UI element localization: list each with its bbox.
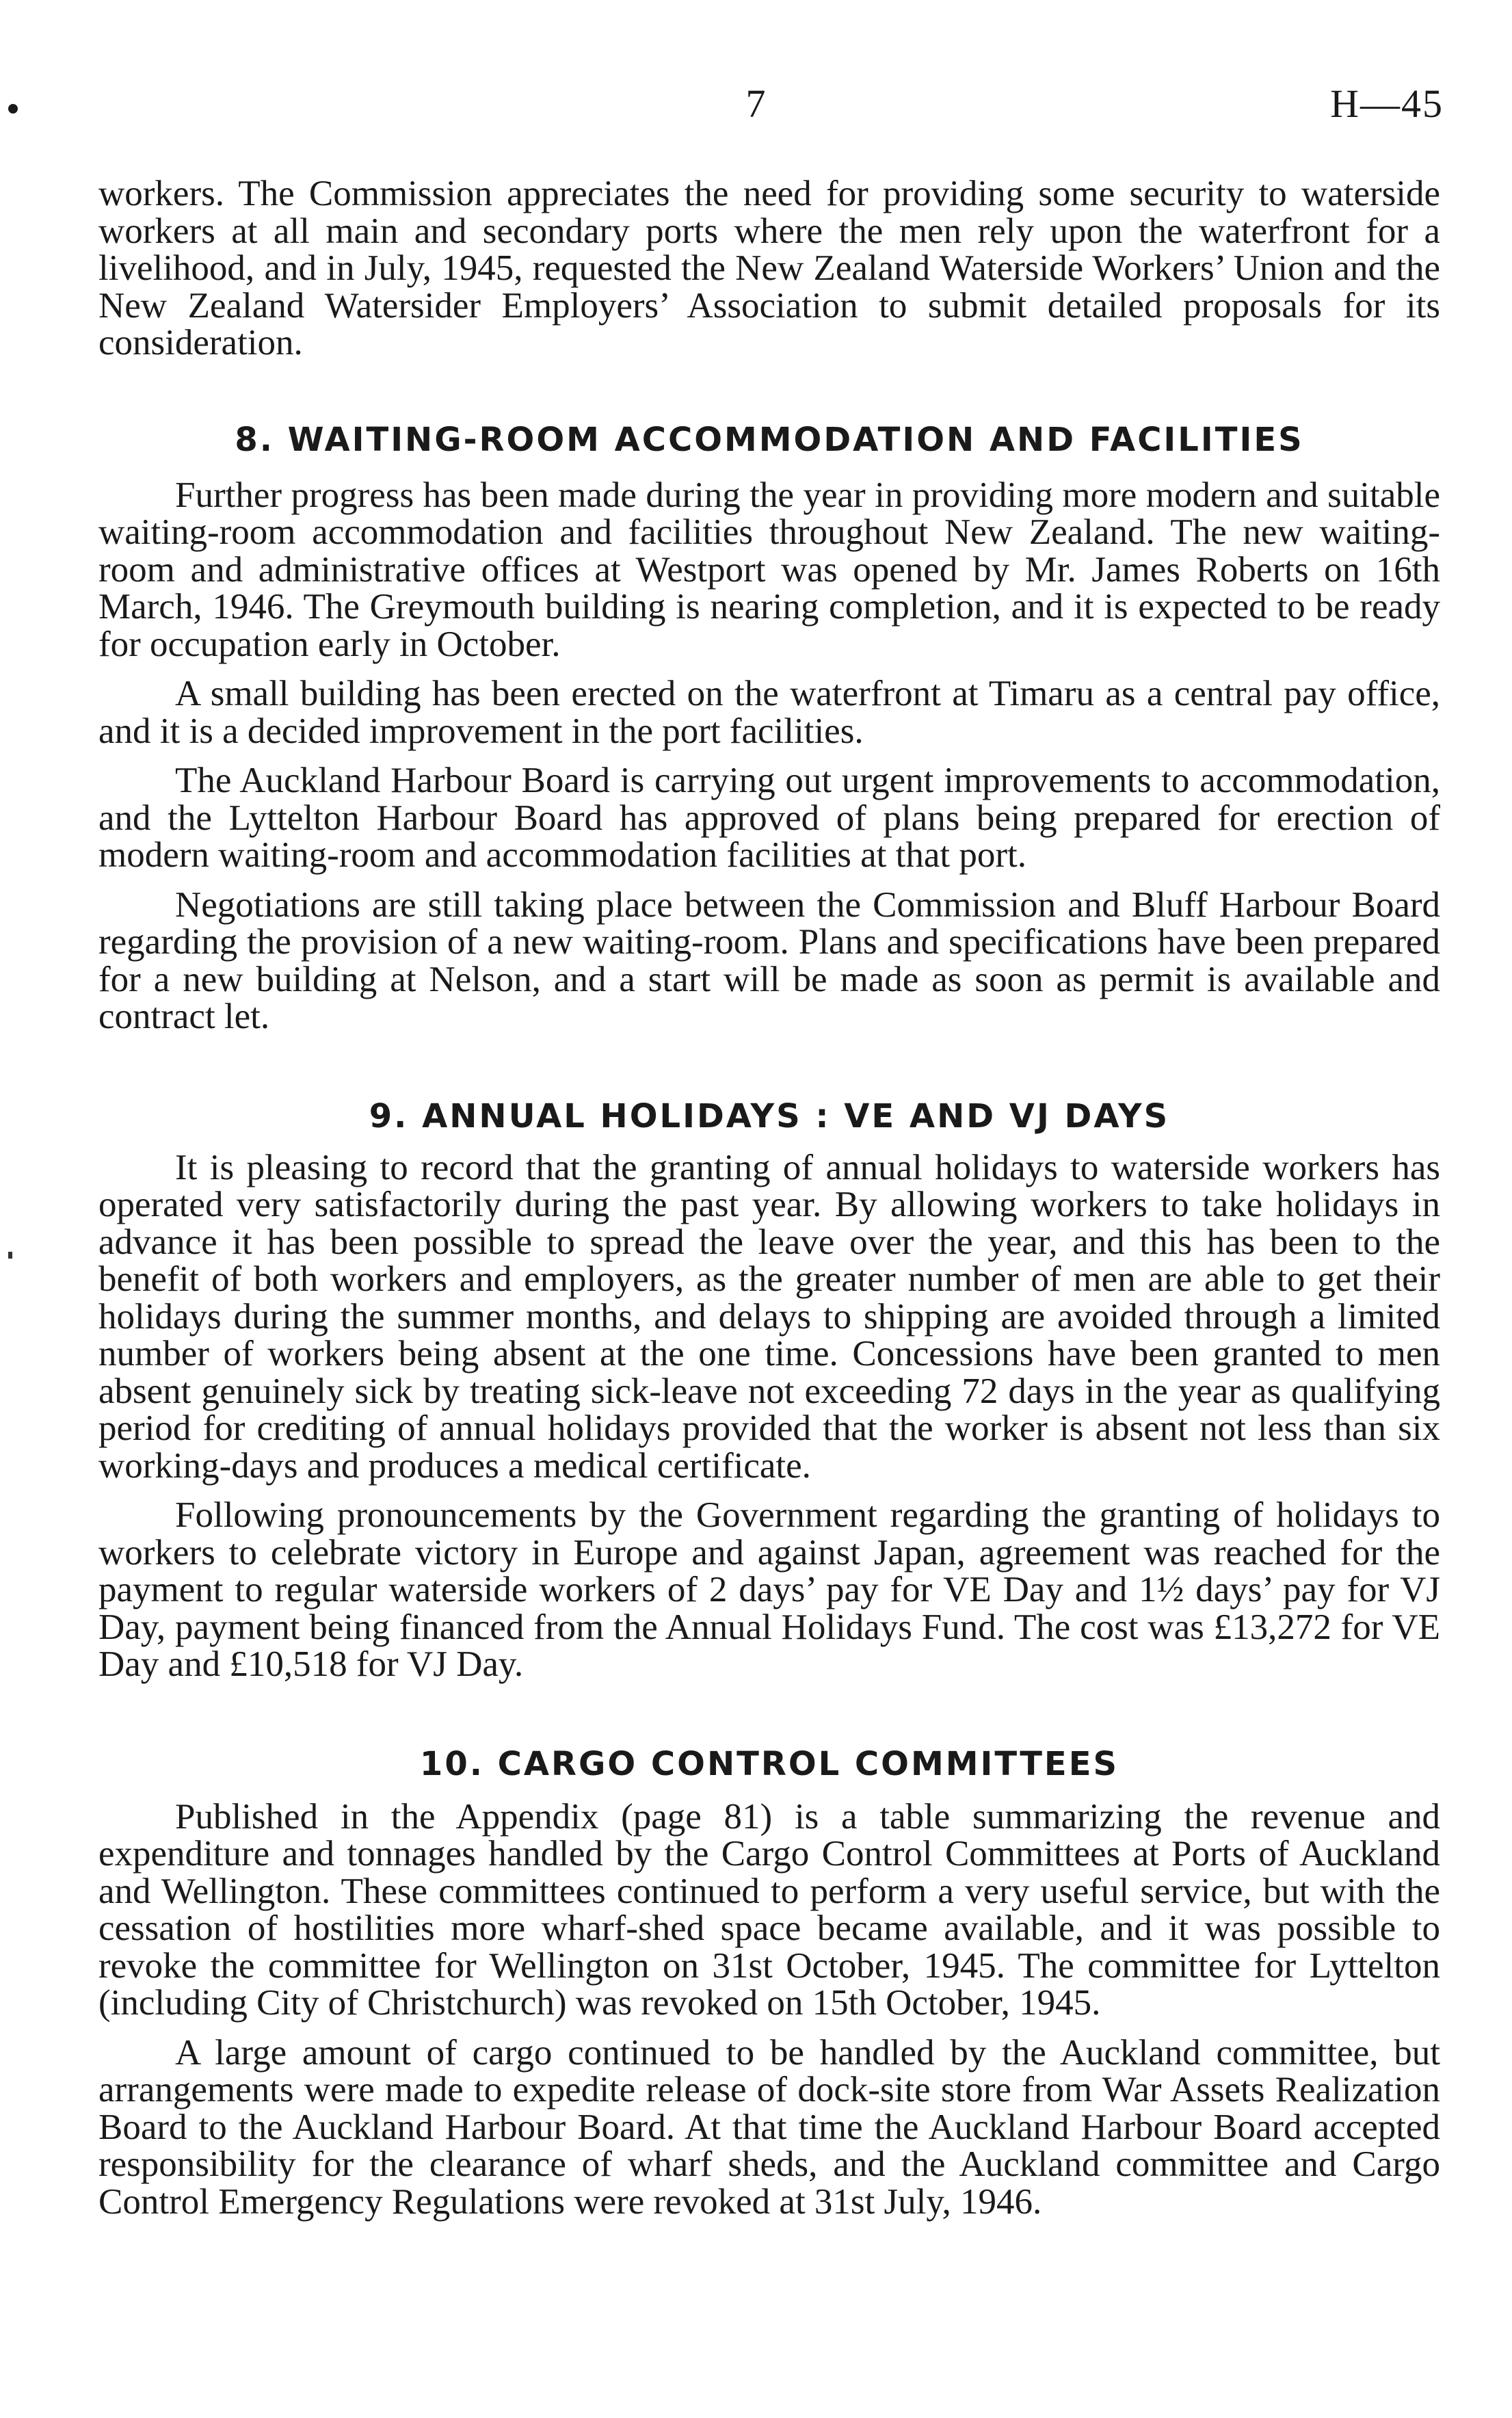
section-10-paragraph: Published in the Appendix (page 81) is a table summarizing the revenue and expenditure and tonnages handled by the Cargo Control Committees at Ports of Auckland and Wellington. These committees continued to perform a very useful service, but with the cessation of hostilities more wharf-shed space became available, and it was possible to revoke the committee for Wellington on 31st October, 1945. The committee for Lyttelton (including City of Christchurch) was revoked on 15th October, 1945. bbox=[98, 1796, 1440, 2023]
intro-paragraph: workers. The Commission appreciates the need for providing some security to waterside workers at all main and secondary ports where the men rely upon the waterfront for a livelihood, and in July, 1945, requested the New Zealand Waterside Workers’ Union and the New Zealand Watersider Employers’ Association to submit detailed proposals for its consideration. bbox=[98, 174, 1440, 363]
margin-tick bbox=[8, 1252, 12, 1259]
section-8-heading: 8. WAITING-ROOM ACCOMMODATION AND FACILITIES bbox=[235, 420, 1304, 459]
section-9-paragraph: Following pronouncements by the Government regarding the granting of holidays to workers to celebrate victory in Europe and against Japan, agreement was reached for the payment to regular waterside workers of 2 days’ pay for VE Day and 1½ days’ pay for VJ Day, payment being financed from the Annual Holidays Fund. The cost was £13,272 for VE Day and £10,518 for VJ Day. bbox=[98, 1495, 1440, 1684]
section-8-paragraph: Further progress has been made during the year in providing more modern and suitable waiting-room accommodation and facilities throughout New Zealand. The new waiting-room and administrative offices at Westport was opened by Mr. James Roberts on 16th March, 1946. The Greymouth building is nearing completion, and it is expected to be ready for occupation early in October. bbox=[98, 475, 1440, 664]
page-body bbox=[98, 175, 1440, 2220]
section-8-paragraph: A small building has been erected on the waterfront at Timaru as a central pay office, and it is a decided improvement in the port facilities. bbox=[98, 674, 1440, 751]
section-8-paragraph: Negotiations are still taking place between the Commission and Bluff Harbour Board regarding the provision of a new waiting-room. Plans and specifications have been prepared for a new building at Nelson, and a start will be made as soon as permit is available and contract let. bbox=[98, 884, 1440, 1036]
section-10-paragraph: A large amount of cargo continued to be handled by the Auckland committee, but arrangements were made to expedite release of dock-site store from War Assets Realization Board to the Auckland Harbour Board. At that time the Auckland Harbour Board accepted responsibility for the clearance of wharf sheds, and the Auckland committee and Cargo Control Emergency Regulations were revoked at 31st July, 1946. bbox=[98, 2032, 1440, 2222]
section-8-paragraph: The Auckland Harbour Board is carrying out urgent improvements to accommodation, and the Lyttelton Harbour Board has approved of plans being prepared for erection of modern waiting-room and accommodation facilities at that port. bbox=[98, 761, 1440, 875]
page-header bbox=[0, 81, 1512, 135]
section-10-heading: 10. CARGO CONTROL COMMITTEES bbox=[419, 1744, 1119, 1783]
section-9-paragraph: It is pleasing to record that the granting of annual holidays to waterside workers has operated very satisfactorily during the past year. By allowing workers to take holidays in advance it has been possible to spread the leave over the year, and this has been to the benefit of both workers and employers, as the greater number of men are able to get their holidays during the summer months, and delays to shipping are avoided through a limited number of workers being absent at the one time. Concessions have been granted to men absent genuinely sick by treating sick-leave not exceeding 72 days in the year as qualifying period for crediting of annual holidays provided that the worker is absent not less than six working-days and produces a medical certificate. bbox=[98, 1147, 1440, 1486]
document-reference: H—45 bbox=[1330, 81, 1444, 126]
page-number: 7 bbox=[745, 81, 766, 126]
section-9-heading: 9. ANNUAL HOLIDAYS : VE AND VJ DAYS bbox=[369, 1096, 1170, 1135]
